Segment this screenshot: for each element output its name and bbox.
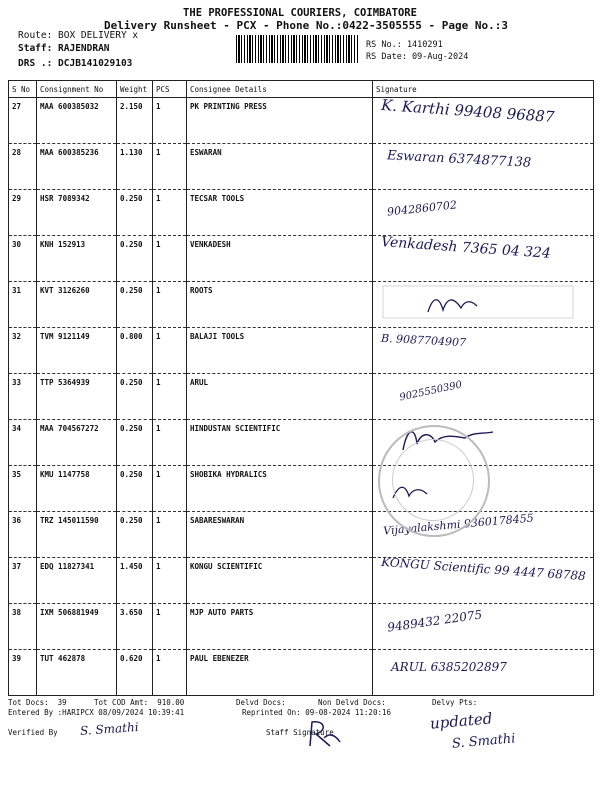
cell-consignee: MJP AUTO PARTS bbox=[187, 604, 373, 650]
non-delivered-docs: Non Delvd Docs: bbox=[318, 698, 386, 707]
staff-signature-label: Staff Signature bbox=[266, 728, 334, 737]
rs-number: RS No.: 1410291 bbox=[366, 40, 443, 50]
verified-by-label: Verified By bbox=[8, 728, 58, 737]
handwritten-signature: Vijayalakshmi 9360178455 bbox=[382, 511, 535, 538]
table-row bbox=[9, 328, 594, 374]
cell-weight: 1.130 bbox=[117, 144, 153, 190]
cell-weight: 0.250 bbox=[117, 282, 153, 328]
table-row bbox=[9, 650, 594, 696]
table-row bbox=[9, 236, 594, 282]
cell-signature bbox=[373, 554, 594, 604]
cell-pcs: 1 bbox=[153, 558, 187, 604]
total-cod-amount: Tot COD Amt: 910.00 bbox=[94, 698, 185, 707]
cell-weight: 0.250 bbox=[117, 236, 153, 282]
cell-consignee: ARUL bbox=[187, 374, 373, 420]
col-weight: Weight bbox=[117, 81, 153, 98]
cell-consignment: KMU 1147758 bbox=[37, 466, 117, 512]
cell-consignee: PK PRINTING PRESS bbox=[187, 98, 373, 144]
handwritten-signature: 9025550390 bbox=[398, 379, 464, 404]
cell-consignment: TUT 462878 bbox=[37, 650, 117, 696]
handwritten-signature: K. Karthi 99408 96887 bbox=[380, 95, 555, 127]
cell-signature bbox=[373, 328, 594, 374]
col-consignee: Consignee Details bbox=[187, 81, 373, 98]
cell-pcs: 1 bbox=[153, 144, 187, 190]
reprinted-on: Reprinted On: 09-08-2024 11:20:16 bbox=[242, 708, 392, 717]
cell-sno: 30 bbox=[9, 236, 37, 282]
cell-sno: 28 bbox=[9, 144, 37, 190]
verified-by-signature: S. Smathi bbox=[79, 719, 139, 739]
col-sno: S No bbox=[9, 81, 37, 98]
cell-pcs: 1 bbox=[153, 420, 187, 466]
handwritten-signature: Venkadesh 7365 04 324 bbox=[380, 234, 552, 262]
cell-consignment: MAA 600385032 bbox=[37, 98, 117, 144]
table-header-row bbox=[9, 81, 594, 98]
table-row bbox=[9, 604, 594, 650]
route-label: Route: BOX DELIVERY x bbox=[18, 30, 139, 41]
staff-label: Staff: RAJENDRAN bbox=[18, 43, 110, 54]
handwritten-signature: B. 9087704907 bbox=[380, 331, 467, 350]
cell-consignment: TVM 9121149 bbox=[37, 328, 117, 374]
cell-pcs: 1 bbox=[153, 98, 187, 144]
table-row bbox=[9, 420, 594, 466]
cell-sno: 37 bbox=[9, 558, 37, 604]
delivery-points: Delvy Pts: bbox=[432, 698, 478, 707]
handwritten-signature: 9042860702 bbox=[386, 198, 458, 219]
cell-sno: 36 bbox=[9, 512, 37, 558]
cell-sno: 39 bbox=[9, 650, 37, 696]
rs-date: RS Date: 09-Aug-2024 bbox=[366, 52, 469, 62]
cell-consignee: BALAJI TOOLS bbox=[187, 328, 373, 374]
document-title: THE PROFESSIONAL COURIERS, COIMBATORE bbox=[183, 7, 417, 19]
cell-consignment: MAA 600385236 bbox=[37, 144, 117, 190]
cell-signature bbox=[373, 144, 594, 190]
col-consignment: Consignment No bbox=[37, 81, 117, 98]
cell-consignee: TECSAR TOOLS bbox=[187, 190, 373, 236]
cell-weight: 0.250 bbox=[117, 466, 153, 512]
handwritten-signature: ARUL 6385202897 bbox=[391, 660, 507, 674]
cell-weight: 1.450 bbox=[117, 558, 153, 604]
cell-pcs: 1 bbox=[153, 604, 187, 650]
cell-sno: 33 bbox=[9, 374, 37, 420]
staff-signature-scribble bbox=[304, 716, 344, 750]
cell-consignment: TTP 5364939 bbox=[37, 374, 117, 420]
cell-consignment: HSR 7089342 bbox=[37, 190, 117, 236]
cell-consignment: MAA 704567272 bbox=[37, 420, 117, 466]
cell-consignment: KVT 3126260 bbox=[37, 282, 117, 328]
updated-note: updated bbox=[429, 709, 493, 733]
cell-sno: 31 bbox=[9, 282, 37, 328]
delivered-docs: Delvd Docs: bbox=[236, 698, 286, 707]
table-row bbox=[9, 512, 594, 558]
cell-weight: 2.150 bbox=[117, 98, 153, 144]
cell-pcs: 1 bbox=[153, 374, 187, 420]
cell-consignee: HINDUSTAN SCIENTIFIC bbox=[187, 420, 373, 466]
cell-weight: 0.620 bbox=[117, 650, 153, 696]
cell-pcs: 1 bbox=[153, 328, 187, 374]
cell-consignment: KNH 152913 bbox=[37, 236, 117, 282]
cell-sno: 27 bbox=[9, 98, 37, 144]
handwritten-signature: 9489432 22075 bbox=[386, 607, 483, 635]
cell-sno: 35 bbox=[9, 466, 37, 512]
cell-consignee: KONGU SCIENTIFIC bbox=[187, 558, 373, 604]
cell-weight: 0.250 bbox=[117, 512, 153, 558]
table-row bbox=[9, 558, 594, 604]
cell-signature bbox=[373, 236, 594, 282]
faded-stamp-scribble bbox=[373, 282, 583, 322]
cell-weight: 3.650 bbox=[117, 604, 153, 650]
cell-consignee: ESWARAN bbox=[187, 144, 373, 190]
cell-pcs: 1 bbox=[153, 282, 187, 328]
cell-pcs: 1 bbox=[153, 650, 187, 696]
col-signature: Signature bbox=[373, 81, 594, 98]
cell-pcs: 1 bbox=[153, 512, 187, 558]
document-subtitle: Delivery Runsheet - PCX - Phone No.:0422-3505555 - Page No.:3 bbox=[104, 19, 508, 32]
drs-label: DRS .: DCJB141029103 bbox=[18, 58, 133, 69]
cell-consignee: PAUL EBENEZER bbox=[187, 650, 373, 696]
cell-weight: 0.800 bbox=[117, 328, 153, 374]
total-docs: Tot Docs: 39 bbox=[8, 698, 67, 707]
cell-weight: 0.250 bbox=[117, 420, 153, 466]
cell-signature bbox=[373, 190, 594, 236]
cell-sno: 38 bbox=[9, 604, 37, 650]
barcode bbox=[236, 35, 358, 63]
runsheet-table bbox=[8, 80, 594, 696]
handwritten-signature: KONGU Scientific 99 4447 68788 bbox=[380, 554, 587, 584]
entered-by: Entered By :HARIPCX 08/09/2024 10:39:41 bbox=[8, 708, 185, 717]
cell-consignment: TRZ 145011590 bbox=[37, 512, 117, 558]
cell-signature bbox=[373, 95, 594, 144]
cell-consignment: IXM 506881949 bbox=[37, 604, 117, 650]
cell-sno: 34 bbox=[9, 420, 37, 466]
cell-sno: 29 bbox=[9, 190, 37, 236]
cell-consignee: SABARESWARAN bbox=[187, 512, 373, 558]
cell-signature bbox=[373, 282, 594, 328]
cell-signature bbox=[373, 374, 594, 420]
table-row bbox=[9, 374, 594, 420]
cell-signature bbox=[373, 604, 594, 650]
cell-weight: 0.250 bbox=[117, 190, 153, 236]
cell-signature bbox=[373, 650, 594, 696]
updated-signature: S. Smathi bbox=[451, 731, 516, 752]
table-row bbox=[9, 282, 594, 328]
company-stamp bbox=[378, 425, 490, 537]
cell-pcs: 1 bbox=[153, 466, 187, 512]
col-pcs: PCS bbox=[153, 81, 187, 98]
cell-consignee: SHOBIKA HYDRALICS bbox=[187, 466, 373, 512]
cell-consignment: EDQ 11827341 bbox=[37, 558, 117, 604]
table-row bbox=[9, 98, 594, 144]
handwritten-signature: Eswaran 6374877138 bbox=[386, 148, 532, 171]
cell-pcs: 1 bbox=[153, 236, 187, 282]
table-row bbox=[9, 190, 594, 236]
cell-pcs: 1 bbox=[153, 190, 187, 236]
table-row bbox=[9, 144, 594, 190]
table-row bbox=[9, 466, 594, 512]
cell-sno: 32 bbox=[9, 328, 37, 374]
cell-consignee: ROOTS bbox=[187, 282, 373, 328]
cell-consignee: VENKADESH bbox=[187, 236, 373, 282]
cell-weight: 0.250 bbox=[117, 374, 153, 420]
